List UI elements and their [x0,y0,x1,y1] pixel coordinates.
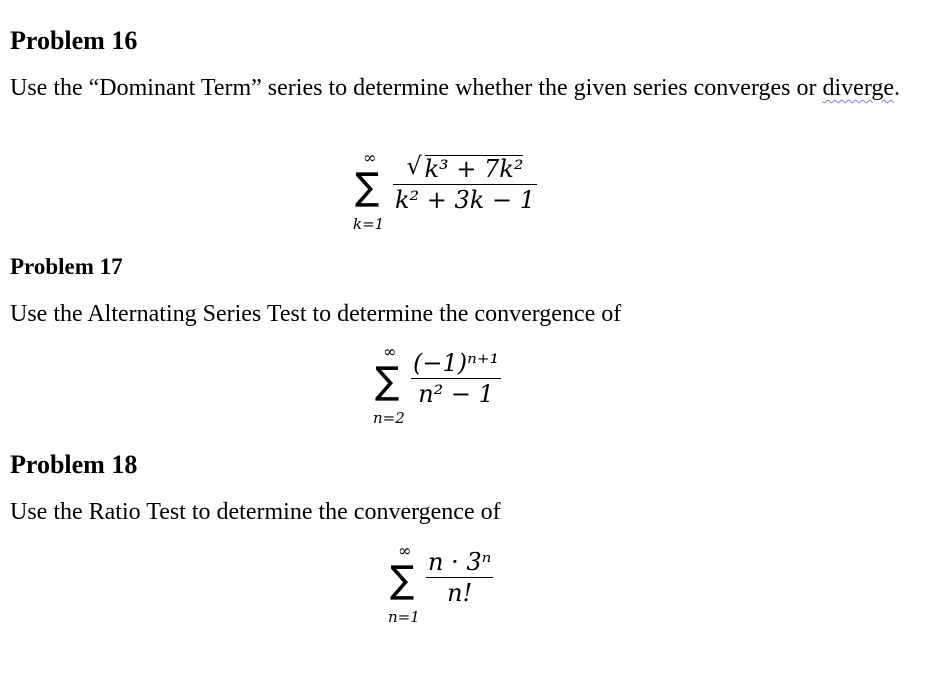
summation [373,344,413,434]
summation-upper-limit: ∞ [398,541,412,560]
problem-17-series [373,344,513,434]
problem-18-title: Problem 18 [10,450,138,479]
summation-lower-limit: n=2 [373,409,405,427]
sigma-icon: ∑ [375,359,400,403]
problem-18-series [388,543,508,633]
fraction-numerator [411,348,501,378]
problem-17-text: Use the Alternating Series Test to determine the convergence of [10,301,622,327]
problem-18-text: Use the Ratio Test to determine the convergence of [10,499,501,525]
problem-16-title: Problem 16 [10,26,138,55]
problem-17-title: Problem 17 [10,254,123,279]
fraction [411,348,501,409]
sigma-icon: ∑ [390,558,415,602]
fraction-denominator [393,185,537,215]
numerator-text: n · 3ⁿ [428,548,492,576]
problem-16-text-period: . [894,75,901,101]
summation-lower-limit: k=1 [353,215,385,233]
summation-upper-limit: ∞ [383,342,397,361]
radicand [425,155,524,182]
spellcheck-marked-word[interactable]: diverge [822,75,895,101]
summation [353,150,393,240]
fraction [393,154,537,215]
fraction-numerator [405,154,526,184]
problem-16-series [353,150,533,240]
summation-upper-limit: ∞ [363,148,377,167]
summation [388,543,428,633]
denominator-text: n! [447,579,473,607]
fraction-denominator [416,379,496,409]
sigma-icon: ∑ [355,165,380,209]
denominator-text: n² − 1 [418,380,494,408]
radical-icon: √ [406,152,422,180]
fraction-numerator [426,547,493,577]
problem-16-text-main: Use the “Dominant Term” series to determine whether the given series converges or [10,75,823,101]
square-root [407,154,524,184]
fraction [426,547,493,608]
numerator-text: (−1)ⁿ⁺¹ [413,349,500,377]
radicand-text: k³ + 7k² [424,155,524,183]
denominator-text: k² + 3k − 1 [395,186,535,214]
summation-lower-limit: n=1 [388,608,420,626]
problem-16-text [10,72,910,105]
fraction-denominator [445,578,474,608]
